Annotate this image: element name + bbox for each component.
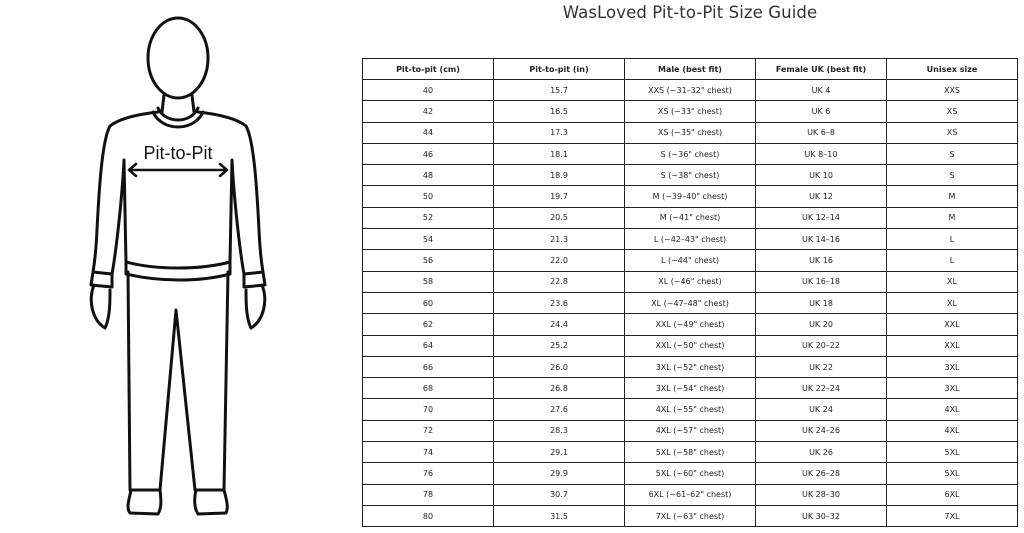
head <box>148 18 208 98</box>
table-cell: XXS <box>887 80 1018 101</box>
table-cell: 74 <box>363 442 494 463</box>
table-cell: XL (~46" chest) <box>625 271 756 292</box>
table-cell: 3XL <box>887 356 1018 377</box>
figure-illustration <box>0 0 356 533</box>
column-header: Female UK (best fit) <box>756 59 887 80</box>
table-cell: 64 <box>363 335 494 356</box>
table-cell: 46 <box>363 143 494 164</box>
table-row <box>363 442 1018 463</box>
table-cell: L (~44" chest) <box>625 250 756 271</box>
table-cell: 70 <box>363 399 494 420</box>
table-cell: XL <box>887 292 1018 313</box>
table-cell: 5XL <box>887 442 1018 463</box>
table-cell: S (~38" chest) <box>625 165 756 186</box>
table-row <box>363 484 1018 505</box>
table-cell: 23.6 <box>494 292 625 313</box>
table-cell: XS (~35" chest) <box>625 122 756 143</box>
table-row <box>363 186 1018 207</box>
table-cell: L (~42–43" chest) <box>625 229 756 250</box>
table-cell: 50 <box>363 186 494 207</box>
table-cell: 60 <box>363 292 494 313</box>
table-row <box>363 122 1018 143</box>
table-cell: XXS (~31–32" chest) <box>625 80 756 101</box>
table-row <box>363 378 1018 399</box>
column-header: Pit-to-pit (cm) <box>363 59 494 80</box>
sweatshirt-outline <box>93 112 263 274</box>
table-cell: S <box>887 143 1018 164</box>
table-cell: 31.5 <box>494 505 625 526</box>
table-row <box>363 356 1018 377</box>
table-cell: 4XL (~55" chest) <box>625 399 756 420</box>
table-cell: 72 <box>363 420 494 441</box>
table-body <box>363 80 1018 527</box>
table-cell: S (~36" chest) <box>625 143 756 164</box>
table-cell: UK 18 <box>756 292 887 313</box>
table-cell: 22.0 <box>494 250 625 271</box>
table-row <box>363 399 1018 420</box>
table-cell: M (~41" chest) <box>625 207 756 228</box>
column-header: Male (best fit) <box>625 59 756 80</box>
column-header: Pit-to-pit (in) <box>494 59 625 80</box>
table-cell: UK 4 <box>756 80 887 101</box>
table-cell: L <box>887 229 1018 250</box>
table-cell: L <box>887 250 1018 271</box>
right-shoe <box>195 490 228 514</box>
table-cell: 80 <box>363 505 494 526</box>
table-cell: 66 <box>363 356 494 377</box>
table-row <box>363 505 1018 526</box>
table-cell: 4XL <box>887 420 1018 441</box>
legs-outline <box>128 272 228 490</box>
table-cell: UK 28–30 <box>756 484 887 505</box>
table-cell: 62 <box>363 314 494 335</box>
table-cell: UK 14–16 <box>756 229 887 250</box>
table-row <box>363 250 1018 271</box>
left-hand <box>91 285 110 328</box>
table-cell: 5XL (~60" chest) <box>625 463 756 484</box>
table-cell: 29.1 <box>494 442 625 463</box>
table-cell: UK 22 <box>756 356 887 377</box>
table-cell: UK 20–22 <box>756 335 887 356</box>
table-cell: 56 <box>363 250 494 271</box>
table-cell: S <box>887 165 1018 186</box>
table-cell: 7XL (~63" chest) <box>625 505 756 526</box>
header-row <box>363 59 1018 80</box>
table-cell: 28.3 <box>494 420 625 441</box>
table-cell: 54 <box>363 229 494 250</box>
table-cell: 7XL <box>887 505 1018 526</box>
table-cell: 5XL (~58" chest) <box>625 442 756 463</box>
table-cell: 24.4 <box>494 314 625 335</box>
table-cell: 25.2 <box>494 335 625 356</box>
table-cell: UK 20 <box>756 314 887 335</box>
table-cell: 18.1 <box>494 143 625 164</box>
table-cell: 42 <box>363 101 494 122</box>
table-cell: 58 <box>363 271 494 292</box>
table-cell: UK 26–28 <box>756 463 887 484</box>
column-header: Unisex size <box>887 59 1018 80</box>
table-cell: M <box>887 207 1018 228</box>
table-row <box>363 314 1018 335</box>
table-cell: UK 22–24 <box>756 378 887 399</box>
table-cell: 3XL (~54" chest) <box>625 378 756 399</box>
table-cell: UK 12–14 <box>756 207 887 228</box>
left-shoe <box>128 490 161 514</box>
table-cell: 4XL (~57" chest) <box>625 420 756 441</box>
table-cell: 26.0 <box>494 356 625 377</box>
table-cell: 68 <box>363 378 494 399</box>
table-cell: 6XL (~61–62" chest) <box>625 484 756 505</box>
table-cell: XXL (~50" chest) <box>625 335 756 356</box>
table-cell: UK 30–32 <box>756 505 887 526</box>
table-cell: 48 <box>363 165 494 186</box>
table-cell: XL <box>887 271 1018 292</box>
table-cell: 4XL <box>887 399 1018 420</box>
table-cell: XXL <box>887 314 1018 335</box>
table-row <box>363 335 1018 356</box>
table-row <box>363 271 1018 292</box>
right-hand <box>246 285 265 328</box>
table-cell: 26.8 <box>494 378 625 399</box>
table-cell: 30.7 <box>494 484 625 505</box>
table-cell: UK 26 <box>756 442 887 463</box>
table-cell: XS (~33" chest) <box>625 101 756 122</box>
table-cell: UK 12 <box>756 186 887 207</box>
table-cell: UK 16 <box>756 250 887 271</box>
table-row <box>363 207 1018 228</box>
table-cell: 76 <box>363 463 494 484</box>
table-row <box>363 463 1018 484</box>
table-row <box>363 229 1018 250</box>
table-cell: UK 16–18 <box>756 271 887 292</box>
table-row <box>363 80 1018 101</box>
table-cell: M (~39–40" chest) <box>625 186 756 207</box>
size-table <box>362 58 1018 527</box>
table-row <box>363 165 1018 186</box>
table-cell: 3XL <box>887 378 1018 399</box>
table-cell: 78 <box>363 484 494 505</box>
table-cell: XS <box>887 101 1018 122</box>
table-cell: UK 24 <box>756 399 887 420</box>
page-title: WasLoved Pit-to-Pit Size Guide <box>562 3 818 22</box>
table-cell: UK 8–10 <box>756 143 887 164</box>
person-outline-illustration <box>0 0 356 533</box>
table-cell: 40 <box>363 80 494 101</box>
table-cell: 18.9 <box>494 165 625 186</box>
table-cell: 21.3 <box>494 229 625 250</box>
table-row <box>363 292 1018 313</box>
table-cell: 3XL (~52" chest) <box>625 356 756 377</box>
table-row <box>363 143 1018 164</box>
table-cell: 44 <box>363 122 494 143</box>
table-cell: 15.7 <box>494 80 625 101</box>
table-cell: 29.9 <box>494 463 625 484</box>
table-row <box>363 420 1018 441</box>
table-row <box>363 101 1018 122</box>
table-cell: 20.5 <box>494 207 625 228</box>
table-cell: M <box>887 186 1018 207</box>
table-cell: XXL (~49" chest) <box>625 314 756 335</box>
table-cell: 17.3 <box>494 122 625 143</box>
pit-to-pit-label: Pit-to-Pit <box>143 143 213 163</box>
table-cell: XXL <box>887 335 1018 356</box>
table-cell: XL (~47–48" chest) <box>625 292 756 313</box>
table-cell: 52 <box>363 207 494 228</box>
table-cell: UK 6 <box>756 101 887 122</box>
table-cell: 22.8 <box>494 271 625 292</box>
table-cell: XS <box>887 122 1018 143</box>
table-cell: 27.6 <box>494 399 625 420</box>
table-cell: UK 10 <box>756 165 887 186</box>
table-cell: 16.5 <box>494 101 625 122</box>
table-cell: UK 24–26 <box>756 420 887 441</box>
table-cell: 5XL <box>887 463 1018 484</box>
table-cell: 6XL <box>887 484 1018 505</box>
table-cell: 19.7 <box>494 186 625 207</box>
table-cell: UK 6–8 <box>756 122 887 143</box>
